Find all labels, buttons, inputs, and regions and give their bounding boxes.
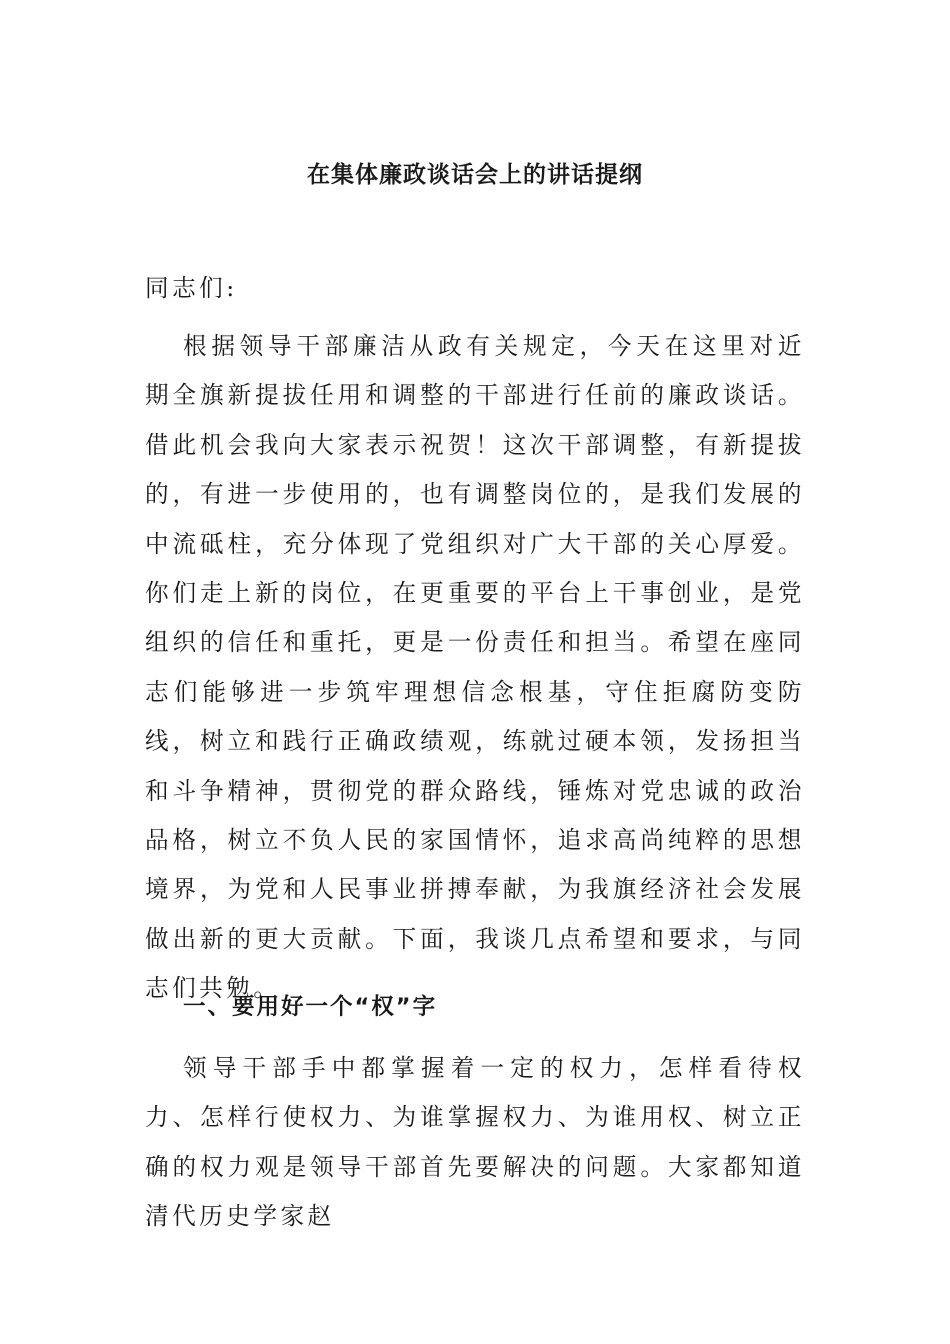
paragraph-section-1: 领导干部手中都掌握着一定的权力，怎样看待权力、怎样行使权力、为谁掌握权力、为谁用权、树立正确的权力观是领导干部首先要解决的问题。大家都知道清代历史学家赵 (145, 1054, 805, 1231)
document-title: 在集体廉政谈话会上的讲话提纲 (307, 162, 643, 188)
section-heading-1: 一、要用好一个“权”字 (183, 994, 438, 1020)
paragraph-intro: 根据领导干部廉洁从政有关规定，今天在这里对近期全旗新提拔任用和调整的干部进行任前的廉政谈话。借此机会我向大家表示祝贺！这次干部调整，有新提拔的，有进一步使用的，也有调整岗位的，是我们发展的中流砥柱，充分体现了党组织对广大干部的关心厚爱。你们走上新的岗位，在更重要的平台上干事创业，是党组织的信任和重托，更是一份责任和担当。希望在座同志们能够进一步筑牢理想信念根基，守住拒腐防变防线，树立和践行正确政绩观，练就过硬本领，发扬担当和斗争精神，贯彻党的群众路线，锤炼对党忠诚的政治品格，树立不负人民的家国情怀，追求高尚纯粹的思想境界，为党和人民事业拼搏奉献，为我旗经济社会发展做出新的更大贡献。下面，我谈几点希望和要求，与同志们共勉。 (145, 332, 805, 1003)
salutation: 同志们: (145, 274, 238, 302)
